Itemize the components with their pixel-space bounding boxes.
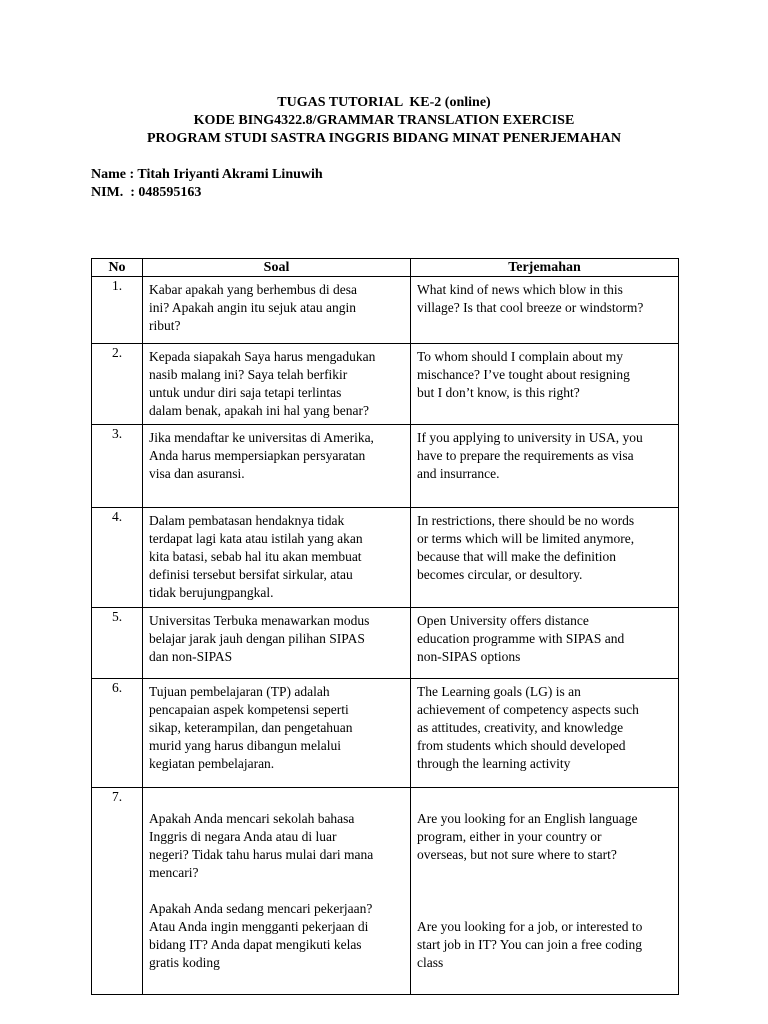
terjemahan-text: Are you looking for an English language program, either in your country or overseas, but not sure where to start? bbox=[417, 811, 638, 862]
row-number: 4. bbox=[92, 508, 143, 608]
soal-text: Jika mendaftar ke universitas di Amerika, Anda harus mempersiapkan persyaratan visa dan asuransi. bbox=[149, 430, 374, 481]
header-title: TUGAS TUTORIAL KE-2 (online) bbox=[277, 95, 491, 110]
soal-text: Dalam pembatasan hendaknya tidak terdapat lagi kata atau istilah yang akan kita batasi, sebab hal itu akan membuat definisi tersebut bersifat sirkular, atau tidak berujungpangkal. bbox=[149, 513, 363, 600]
row-number: 2. bbox=[92, 344, 143, 425]
terjemahan-text-block bbox=[411, 788, 678, 994]
terjemahan-cell bbox=[411, 788, 679, 995]
paragraph-gap bbox=[417, 882, 672, 900]
soal-cell bbox=[143, 508, 411, 608]
soal-text: Apakah Anda sedang mencari pekerjaan? Atau Anda ingin mengganti pekerjaan di bidang IT? Anda dapat mengikuti kelas gratis koding bbox=[149, 901, 373, 970]
soal-cell bbox=[143, 277, 411, 344]
soal-text-block bbox=[143, 788, 410, 994]
row-number: 7. bbox=[92, 788, 143, 995]
terjemahan-cell bbox=[411, 679, 679, 788]
terjemahan-text: If you applying to university in USA, you have to prepare the requirements as visa and insurrance. bbox=[417, 430, 643, 481]
terjemahan-text: What kind of news which blow in this village? Is that cool breeze or windstorm? bbox=[417, 282, 644, 315]
translation-table bbox=[91, 258, 679, 995]
table-row bbox=[92, 344, 679, 425]
table-row bbox=[92, 788, 679, 995]
table-row bbox=[92, 277, 679, 344]
student-info bbox=[91, 166, 323, 202]
row-number: 5. bbox=[92, 608, 143, 679]
student-name: Name : Titah Iriyanti Akrami Linuwih bbox=[91, 167, 323, 182]
table-row bbox=[92, 608, 679, 679]
soal-cell bbox=[143, 425, 411, 508]
column-header-terjemahan: Terjemahan bbox=[411, 259, 679, 277]
terjemahan-text: Are you looking for a job, or interested to start job in IT? You can join a free coding class bbox=[417, 919, 643, 970]
column-header-soal: Soal bbox=[143, 259, 411, 277]
table-row bbox=[92, 679, 679, 788]
header-course-code: KODE BING4322.8/GRAMMAR TRANSLATION EXERCISE bbox=[193, 113, 575, 128]
soal-cell bbox=[143, 788, 411, 995]
soal-text: Tujuan pembelajaran (TP) adalah pencapaian aspek kompetensi seperti sikap, keterampilan, dan pengetahuan murid yang harus dibangun melalui kegiatan pembelajaran. bbox=[149, 684, 353, 771]
terjemahan-cell bbox=[411, 508, 679, 608]
terjemahan-text: In restrictions, there should be no words or terms which will be limited anymore, because that will make the definition becomes circular, or desultory. bbox=[417, 513, 635, 582]
soal-cell bbox=[143, 679, 411, 788]
terjemahan-text: To whom should I complain about my mischance? I’ve tought about resigning but I don’t know, is this right? bbox=[417, 349, 630, 400]
soal-text: Apakah Anda mencari sekolah bahasa Inggris di negara Anda atau di luar negeri? Tidak tahu harus mulai dari mana mencari? bbox=[149, 811, 374, 880]
terjemahan-cell bbox=[411, 608, 679, 679]
header-program: PROGRAM STUDI SASTRA INGGRIS BIDANG MINAT PENERJEMAHAN bbox=[147, 131, 621, 146]
row-number: 6. bbox=[92, 679, 143, 788]
table-header-row bbox=[92, 259, 679, 277]
soal-cell bbox=[143, 608, 411, 679]
document-header bbox=[0, 94, 768, 148]
terjemahan-cell bbox=[411, 425, 679, 508]
soal-text: Universitas Terbuka menawarkan modus belajar jarak jauh dengan pilihan SIPAS dan non-SIPAS bbox=[149, 613, 370, 664]
soal-cell bbox=[143, 344, 411, 425]
row-number: 3. bbox=[92, 425, 143, 508]
terjemahan-text: Open University offers distance education programme with SIPAS and non-SIPAS options bbox=[417, 613, 625, 664]
terjemahan-text: The Learning goals (LG) is an achievement of competency aspects such as attitudes, creativity, and knowledge from students which should developed through the learning activity bbox=[417, 684, 639, 771]
column-header-no: No bbox=[92, 259, 143, 277]
table-row bbox=[92, 425, 679, 508]
terjemahan-cell bbox=[411, 277, 679, 344]
soal-text: Kepada siapakah Saya harus mengadukan nasib malang ini? Saya telah berfikir untuk undur diri saja tetapi terlintas dalam benak, apakah ini hal yang benar? bbox=[149, 349, 376, 418]
row-number: 1. bbox=[92, 277, 143, 344]
table-row bbox=[92, 508, 679, 608]
student-nim: NIM. : 048595163 bbox=[91, 185, 202, 200]
soal-text: Kabar apakah yang berhembus di desa ini? Apakah angin itu sejuk atau angin ribut? bbox=[149, 282, 358, 333]
terjemahan-cell bbox=[411, 344, 679, 425]
